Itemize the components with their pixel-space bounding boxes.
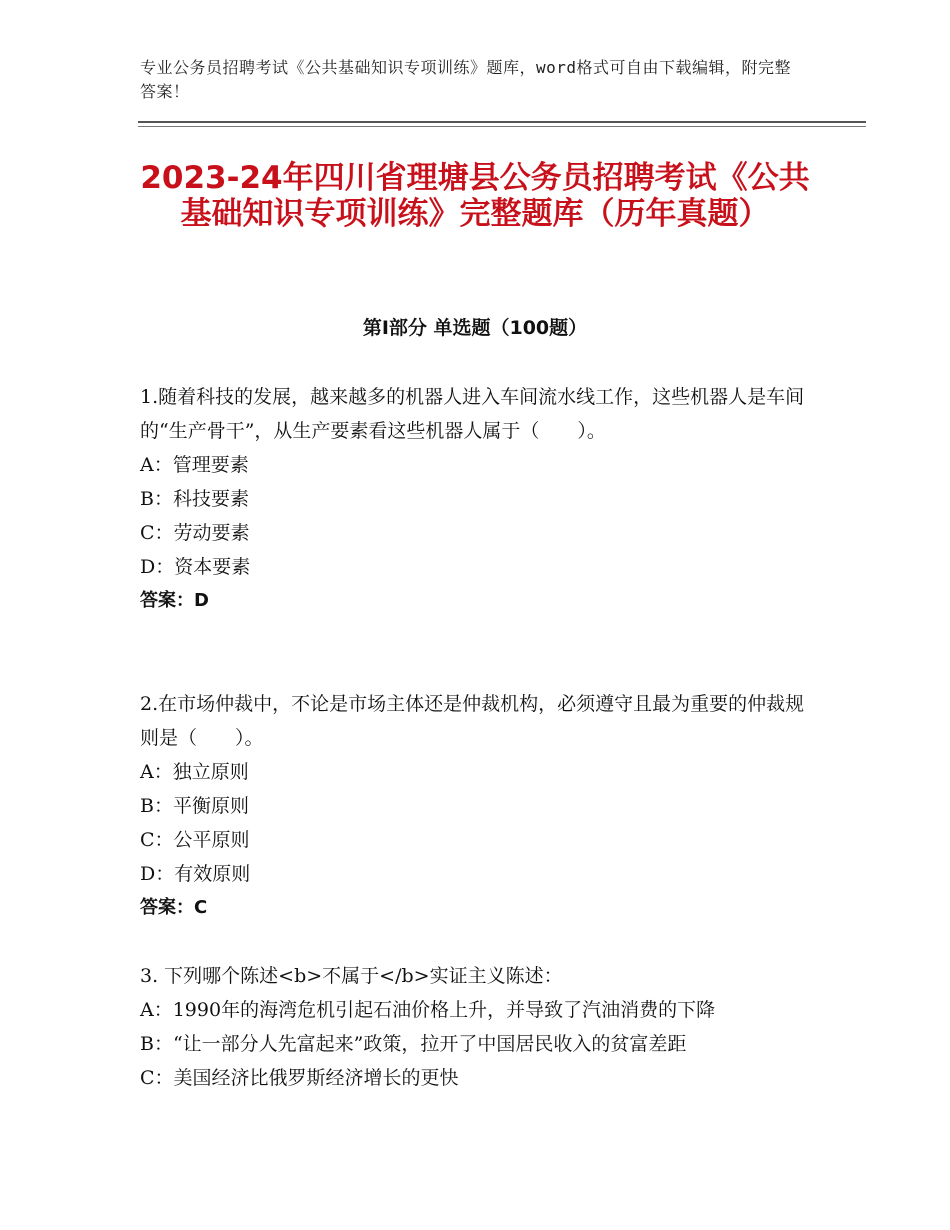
option-c: C：公平原则 bbox=[140, 829, 250, 851]
option-a: A：独立原则 bbox=[140, 761, 249, 783]
section-title: 第Ⅰ部分 单选题（100题） bbox=[362, 317, 588, 339]
option-b: B：科技要素 bbox=[140, 488, 249, 510]
option-a: A：管理要素 bbox=[140, 454, 249, 476]
header-divider-thick bbox=[138, 121, 866, 123]
answer-label: 答案：D bbox=[140, 590, 209, 611]
header-note: 专业公务员招聘考试《公共基础知识专项训练》题库，word格式可自由下载编辑，附完整答案！ bbox=[140, 58, 792, 101]
question-stem: 1.随着科技的发展，越来越多的机器人进入车间流水线工作，这些机器人是车间的“生产骨干”，从生产要素看这些机器人属于（ ）。 bbox=[140, 386, 805, 442]
question-2 bbox=[140, 687, 810, 925]
option-c: C：美国经济比俄罗斯经济增长的更快 bbox=[140, 1067, 459, 1089]
question-stem: 2.在市场仲裁中，不论是市场主体还是仲裁机构，必须遵守且最为重要的仲裁规则是（ ）。 bbox=[140, 693, 805, 749]
option-b: B：平衡原则 bbox=[140, 795, 249, 817]
option-b: B：“让一部分人先富起来”政策，拉开了中国居民收入的贫富差距 bbox=[140, 1033, 687, 1055]
option-d: D：资本要素 bbox=[140, 556, 251, 578]
header-divider-thin bbox=[138, 126, 866, 127]
answer-label: 答案：C bbox=[140, 897, 208, 918]
document-title: 2023-24年四川省理塘县公务员招聘考试《公共基础知识专项训练》完整题库（历年真题） bbox=[140, 160, 810, 232]
question-3 bbox=[140, 959, 810, 1095]
option-d: D：有效原则 bbox=[140, 863, 251, 885]
option-c: C：劳动要素 bbox=[140, 522, 250, 544]
option-a: A：1990年的海湾危机引起石油价格上升，并导致了汽油消费的下降 bbox=[140, 999, 716, 1021]
question-1 bbox=[140, 380, 810, 618]
question-stem: 3. 下列哪个陈述<b>不属于</b>实证主义陈述： bbox=[140, 965, 563, 987]
